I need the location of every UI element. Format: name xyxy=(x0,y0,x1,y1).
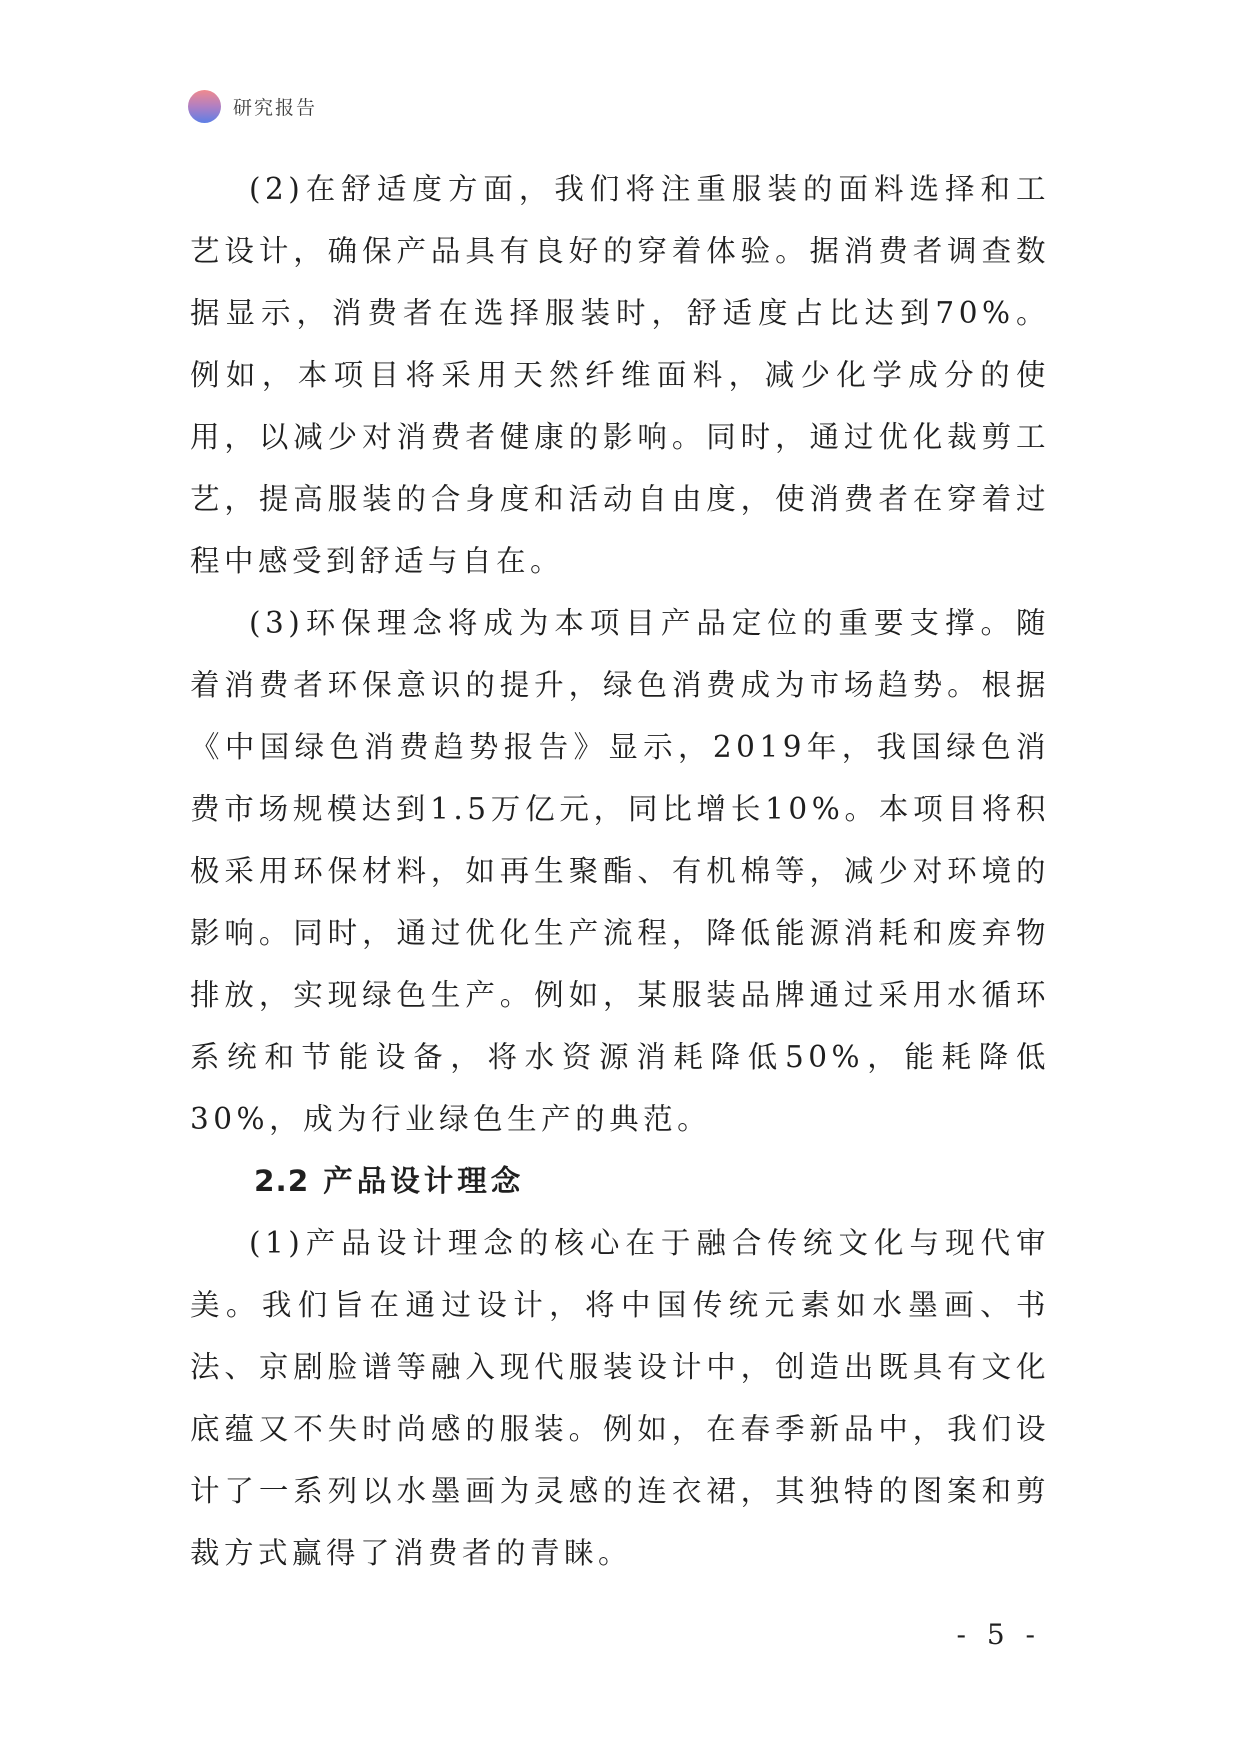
section-heading xyxy=(190,1150,1050,1212)
paragraph-comfort: (2)在舒适度方面，我们将注重服装的面料选择和工艺设计，确保产品具有良好的穿着体验。据消费者调查数据显示，消费者在选择服装时，舒适度占比达到70%。例如，本项目将采用天然纤维面料，减少化学成分的使用，以减少对消费者健康的影响。同时，通过优化裁剪工艺，提高服装的合身度和活动自由度，使消费者在穿着过程中感受到舒适与自在。 xyxy=(190,172,1050,578)
report-logo-icon xyxy=(188,90,221,123)
page-number: - 5 - xyxy=(956,1618,1041,1651)
section-number: 2.2 xyxy=(254,1164,310,1198)
paragraph-eco: (3)环保理念将成为本项目产品定位的重要支撑。随着消费者环保意识的提升，绿色消费成为市场趋势。根据《中国绿色消费趋势报告》显示，2019年，我国绿色消费市场规模达到1.5万亿元，同比增长10%。本项目将积极采用环保材料，如再生聚酯、有机棉等，减少对环境的影响。同时，通过优化生产流程，降低能源消耗和废弃物排放，实现绿色生产。例如，某服装品牌通过采用水循环系统和节能设备，将水资源消耗降低50%，能耗降低30%，成为行业绿色生产的典范。 xyxy=(190,606,1050,1136)
header-title: 研究报告 xyxy=(233,96,318,119)
document-body xyxy=(190,158,1050,1584)
paragraph-design-concept: (1)产品设计理念的核心在于融合传统文化与现代审美。我们旨在通过设计，将中国传统元素如水墨画、书法、京剧脸谱等融入现代服装设计中，创造出既具有文化底蕴又不失时尚感的服装。例如，在春季新品中，我们设计了一系列以水墨画为灵感的连衣裙，其独特的图案和剪裁方式赢得了消费者的青睐。 xyxy=(190,1226,1050,1570)
page-header xyxy=(188,89,317,123)
section-title: 产品设计理念 xyxy=(323,1163,525,1198)
